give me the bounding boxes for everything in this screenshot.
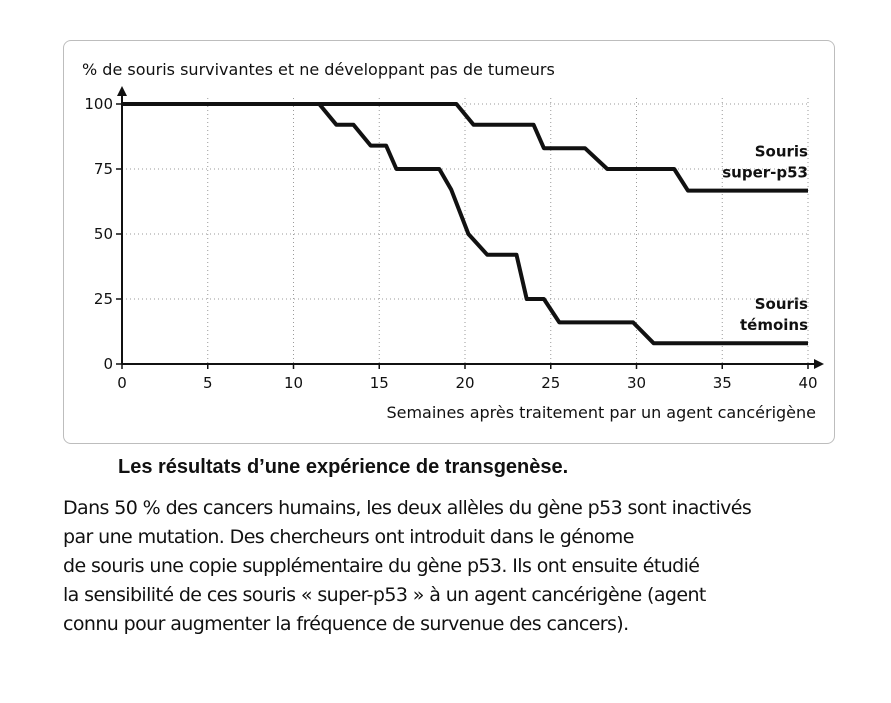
series-line-temoins bbox=[122, 104, 808, 343]
grid bbox=[122, 98, 808, 364]
y-tick-label: 100 bbox=[84, 95, 113, 113]
series-label: Souris bbox=[754, 142, 808, 161]
series-layer bbox=[122, 104, 808, 343]
y-tick-label: 75 bbox=[93, 160, 113, 178]
series-label: témoins bbox=[739, 316, 808, 335]
caption-line: par une mutation. Des chercheurs ont introduit dans le génome bbox=[63, 526, 634, 548]
caption-title: Les résultats d’une expérience de transgenèse. bbox=[118, 456, 569, 478]
series-labels bbox=[722, 143, 808, 335]
caption-body bbox=[63, 494, 863, 639]
x-tick-label: 25 bbox=[541, 374, 561, 392]
caption-line: la sensibilité de ces souris « super-p53 » à un agent cancérigène (agent bbox=[63, 584, 706, 606]
x-tick-label: 5 bbox=[202, 374, 213, 392]
caption-line: Dans 50 % des cancers humains, les deux allèles du gène p53 sont inactivés bbox=[63, 497, 752, 519]
x-axis-label: Semaines après traitement par un agent cancérigène bbox=[386, 403, 816, 422]
series-line-super-p53 bbox=[122, 104, 808, 191]
x-tick-label: 35 bbox=[712, 374, 732, 392]
x-tick-label: 10 bbox=[283, 374, 304, 392]
x-tick-label: 20 bbox=[455, 374, 475, 392]
x-tick-label: 40 bbox=[798, 374, 818, 392]
y-tick-label: 0 bbox=[103, 355, 113, 373]
axes bbox=[84, 88, 822, 392]
series-label: super-p53 bbox=[722, 163, 808, 182]
y-tick-label: 25 bbox=[93, 290, 113, 308]
y-tick-label: 50 bbox=[93, 225, 113, 243]
series-label: Souris bbox=[754, 295, 808, 314]
x-tick-label: 30 bbox=[626, 374, 647, 392]
y-axis-label: % de souris survivantes et ne développant pas de tumeurs bbox=[82, 60, 555, 79]
x-tick-label: 0 bbox=[117, 374, 127, 392]
x-tick-label: 15 bbox=[369, 374, 389, 392]
caption-line: de souris une copie supplémentaire du gène p53. Ils ont ensuite étudié bbox=[63, 555, 700, 577]
caption-line: connu pour augmenter la fréquence de survenue des cancers). bbox=[63, 613, 629, 635]
